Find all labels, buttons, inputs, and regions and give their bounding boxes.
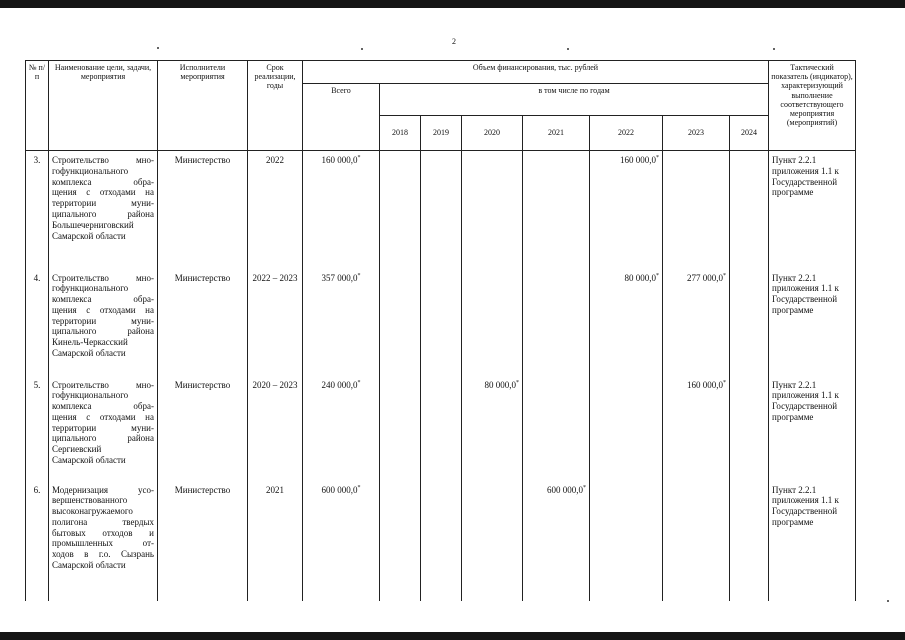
row-executor: Министерство [158,269,248,376]
footnote-mark: * [357,155,361,161]
row-indicator: Пункт 2.2.1 приложения 1.1 к Государственной программе [769,481,856,601]
row-year-value [590,269,663,376]
header-total: Всего [303,84,380,151]
row-year-value [663,151,730,269]
page-number: 2 [452,37,456,46]
row-name-line: бытовых отходов и [52,527,154,538]
header-year: 2019 [421,116,462,151]
year-amount: 160 000,0 [620,155,656,165]
row-year-value [462,376,523,481]
header-name: Наименование цели, задачи, мероприятия [49,61,158,151]
scan-speck [157,47,159,49]
footnote-mark: * [357,484,361,491]
row-year-value [590,481,663,601]
footnote-mark: * [723,272,726,279]
row-executor: Министерство [158,151,248,269]
row-year-value [421,481,462,601]
financing-table [25,60,856,601]
row-total-value: 160 000,0 [321,155,358,165]
scan-speck [361,48,363,50]
row-year-value [462,151,523,269]
row-year-value [590,376,663,481]
row-name-line: вершенствованного [52,495,128,506]
year-amount: 80 000,0 [624,272,656,283]
row-name-line: Самарской области [52,348,126,359]
row-year-value [523,269,590,376]
scan-speck [773,48,775,50]
row-term: 2020 – 2023 [248,376,303,481]
header-year: 2020 [462,116,523,151]
header-executor: Исполнители мероприятия [158,61,248,151]
row-name-line: ходов в г.о. Сызрань [52,549,154,560]
scan-border-top [0,0,905,8]
row-number: 3. [26,151,49,269]
row-year-value [380,481,421,601]
row-year-value [421,269,462,376]
header-term: Срок реализации, годы [248,61,303,151]
row-name-line: Строительство мно- [52,272,154,283]
table-row [26,376,856,481]
row-total [303,481,380,601]
row-year-value [730,151,769,269]
row-year-value [663,481,730,601]
header-indicator: Тактический показатель (индикатор), характеризующий выполнение соответствующего мероприятия (мероприятий) [769,61,856,151]
row-name-line: Модернизация усо- [52,484,154,495]
row-total [303,151,380,269]
row-executor: Министерство [158,376,248,481]
row-name [49,376,158,481]
row-name-line: высоконагружаемого [52,506,133,517]
row-name-line: комплекса обра- [52,294,154,305]
row-name [49,481,158,601]
row-year-value [663,376,730,481]
row-year-value [663,269,730,376]
row-year-value [730,376,769,481]
table-row [26,151,856,269]
year-amount: 160 000,0 [687,379,723,390]
row-year-value [523,151,590,269]
row-name-line: ципального района [52,433,154,444]
row-name-line: щения с отходами на [52,187,154,198]
header-num: № п/п [26,61,49,151]
row-total [303,269,380,376]
row-name-line: территории муни- [52,198,154,209]
footnote-mark: * [357,379,361,386]
row-name-line: гофункционального [52,283,129,294]
year-amount: 277 000,0 [687,272,723,283]
row-number: 4. [26,269,49,376]
row-name-line: Сергиевский [52,444,102,455]
header-year: 2023 [663,116,730,151]
row-indicator: Пункт 2.2.1 приложения 1.1 к Государственной программе [769,269,856,376]
row-term: 2021 [248,481,303,601]
row-year-value [730,269,769,376]
header-year: 2021 [523,116,590,151]
row-total [303,376,380,481]
row-name-line: территории муни- [52,315,154,326]
row-name-line: Кинель-Черкасский [52,337,128,348]
row-name-line: Строительство мно- [52,379,154,390]
row-name-line: территории муни- [52,422,154,433]
row-year-value [523,376,590,481]
header-year: 2024 [730,116,769,151]
row-year-value [421,376,462,481]
footnote-mark: * [357,272,361,279]
row-name-line: щения с отходами на [52,411,154,422]
header-year: 2022 [590,116,663,151]
footnote-mark: * [516,379,519,386]
row-term: 2022 – 2023 [248,269,303,376]
row-year-value [590,151,663,269]
scan-speck [887,600,889,602]
row-year-value [462,481,523,601]
row-name [49,269,158,376]
row-executor: Министерство [158,481,248,601]
row-name-line: ципального района [52,208,154,219]
row-year-value [730,481,769,601]
year-amount: 600 000,0 [547,484,583,495]
row-total-value: 357 000,0 [321,272,358,283]
row-name-line: Самарской области [52,230,126,241]
row-name-line: комплекса обра- [52,401,154,412]
row-indicator: Пункт 2.2.1 приложения 1.1 к Государственной программе [769,151,856,269]
row-name-line: Строительство мно- [52,155,154,165]
row-year-value [380,151,421,269]
header-year: 2018 [380,116,421,151]
row-name-line: гофункционального [52,165,129,176]
row-number: 5. [26,376,49,481]
header-volume: Объем финансирования, тыс. рублей [303,61,769,84]
row-name-line: гофункционального [52,390,129,401]
row-name-line: Самарской области [52,455,126,466]
table-row [26,481,856,601]
footnote-mark: * [583,484,586,491]
row-term: 2022 [248,151,303,269]
row-total-value: 240 000,0 [321,379,358,390]
scan-border-bottom [0,632,905,640]
row-year-value [380,376,421,481]
table-row [26,269,856,376]
row-name [49,151,158,269]
scan-speck [567,48,569,50]
footnote-mark: * [723,379,726,386]
row-name-line: промышленных от- [52,538,154,549]
row-number: 6. [26,481,49,601]
row-name-line: щения с отходами на [52,304,154,315]
row-name-line: Самарской области [52,560,126,571]
row-name-line: комплекса обра- [52,176,154,187]
row-total-value: 600 000,0 [321,484,358,495]
row-name-line: ципального района [52,326,154,337]
row-year-value [380,269,421,376]
row-name-line: Большечерниговский [52,219,134,230]
row-name-line: полигона твердых [52,516,154,527]
year-amount: 80 000,0 [484,379,516,390]
footnote-mark: * [656,155,659,161]
row-year-value [421,151,462,269]
footnote-mark: * [656,272,659,279]
row-year-value [462,269,523,376]
row-indicator: Пункт 2.2.1 приложения 1.1 к Государственной программе [769,376,856,481]
header-by-years: в том числе по годам [380,84,769,116]
row-year-value [523,481,590,601]
